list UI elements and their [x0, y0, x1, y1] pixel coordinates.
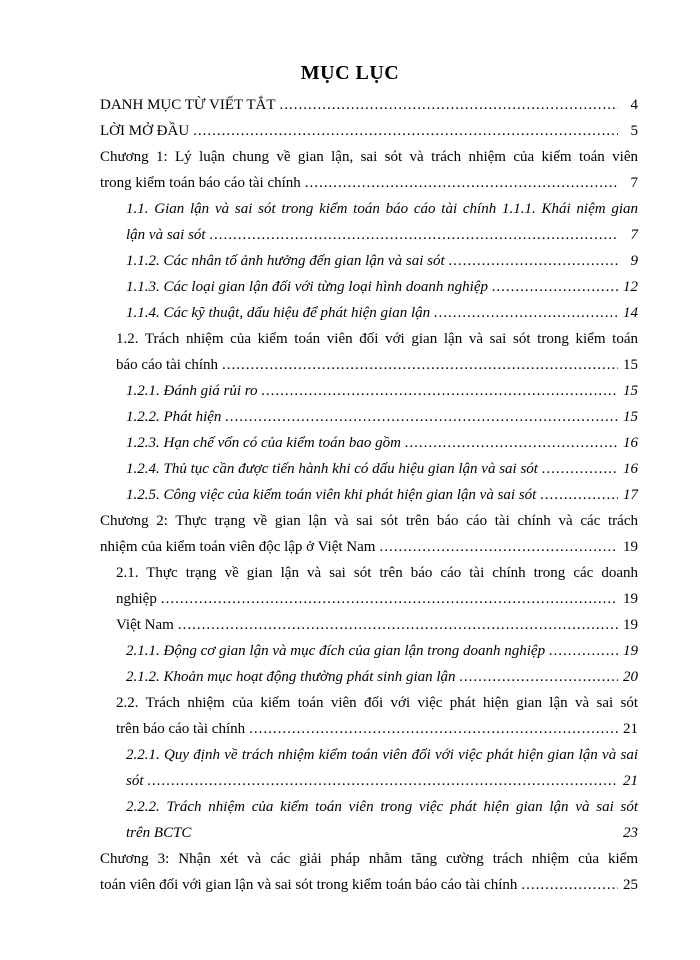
toc-entry-text: 1.1.4. Các kỹ thuật, dấu hiệu để phát hiện gian lận — [126, 305, 431, 321]
toc-entry-text: 1.1. Gian lận và sai sót trong kiểm toán báo cáo tài chính 1.1.1. Khái niệm gian — [126, 201, 638, 217]
toc-page-number: 12 — [623, 279, 638, 295]
toc-entry[interactable] — [126, 226, 638, 244]
toc-leader — [249, 720, 618, 738]
toc-page-number: 19 — [623, 617, 638, 633]
toc-page-number: 14 — [623, 305, 638, 321]
toc-entry-text: nghiệp — [116, 591, 157, 607]
toc-entry-text: DANH MỤC TỪ VIẾT TẮT — [100, 97, 276, 113]
toc-entry-text: 1.2.1. Đánh giá rủi ro — [126, 383, 258, 399]
toc-entry-text: 1.2.3. Hạn chế vốn có của kiểm toán bao gồm — [126, 435, 401, 451]
toc-entry[interactable] — [100, 122, 638, 140]
toc-entry[interactable] — [100, 876, 638, 894]
toc-entry-text: 2.1.2. Khoản mục hoạt động thường phát sinh gian lận — [126, 669, 456, 685]
toc-entry-text: toán viên đối với gian lận và sai sót trong kiểm toán báo cáo tài chính — [100, 877, 518, 893]
toc-leader — [449, 252, 618, 270]
toc-leader — [161, 590, 618, 608]
toc-entry[interactable] — [100, 850, 638, 868]
toc-entry[interactable] — [126, 824, 638, 842]
toc-entry[interactable] — [116, 616, 638, 634]
toc-entry-text: 1.2.4. Thủ tục cần được tiến hành khi có dấu hiệu gian lận và sai sót — [126, 461, 538, 477]
toc-page-number: 19 — [623, 591, 638, 607]
toc-page-number: 15 — [623, 357, 638, 373]
toc-page-number: 17 — [623, 487, 638, 503]
toc-entry[interactable] — [116, 356, 638, 374]
toc-leader — [193, 122, 618, 140]
toc-entry-text: Chương 2: Thực trạng về gian lận và sai sót trên báo cáo tài chính và các trách — [100, 513, 638, 529]
toc-entry-text: 1.2.5. Công việc của kiểm toán viên khi phát hiện gian lận và sai sót — [126, 487, 537, 503]
page-title: MỤC LỤC — [300, 62, 400, 84]
toc-page-number: 7 — [630, 227, 638, 243]
toc-entry-text: 2.1. Thực trạng về gian lận và sai sót trên báo cáo tài chính trong các doanh — [116, 565, 638, 581]
toc-entry[interactable] — [126, 772, 638, 790]
toc-entry[interactable] — [126, 642, 638, 660]
toc-entry[interactable] — [126, 746, 638, 764]
toc-leader — [148, 772, 618, 790]
toc-page-number: 25 — [623, 877, 638, 893]
toc-leader — [178, 616, 618, 634]
toc-entry-text: Chương 3: Nhận xét và các giải pháp nhằm tăng cường trách nhiệm của kiểm — [100, 851, 638, 867]
toc-page-number: 21 — [623, 721, 638, 737]
toc-leader — [549, 642, 618, 660]
toc-entry-text: Chương 1: Lý luận chung về gian lận, sai sót và trách nhiệm của kiểm toán viên — [100, 149, 638, 165]
toc-entry-text: 1.2. Trách nhiệm của kiểm toán viên đối với gian lận và sai sót trong kiểm toán — [116, 331, 638, 347]
toc-page-number: 23 — [623, 825, 638, 841]
toc-entry-text: trên báo cáo tài chính — [116, 721, 246, 737]
toc-leader — [540, 486, 618, 504]
toc-leader — [305, 174, 618, 192]
toc-entry-text: sót — [126, 773, 144, 789]
toc-entry-text: lận và sai sót — [126, 227, 206, 243]
toc-page-number: 7 — [630, 175, 638, 191]
toc-entry[interactable] — [126, 434, 638, 452]
toc-entry-text: nhiệm của kiểm toán viên độc lập ở Việt Nam — [100, 539, 376, 555]
toc-entry-text: 1.1.3. Các loại gian lận đối với từng loại hình doanh nghiệp — [126, 279, 489, 295]
toc-leader — [460, 668, 618, 686]
toc-entry[interactable] — [100, 512, 638, 530]
toc-entry[interactable] — [100, 148, 638, 166]
toc-entry[interactable] — [126, 486, 638, 504]
toc-page-number: 16 — [623, 435, 638, 451]
toc-entry-text: Việt Nam — [116, 617, 174, 633]
toc-page-number: 19 — [623, 643, 638, 659]
toc-entry[interactable] — [126, 304, 638, 322]
toc-page-number: 19 — [623, 539, 638, 555]
toc-entry-text: trên BCTC — [126, 825, 192, 841]
toc-leader — [225, 408, 618, 426]
toc-entry[interactable] — [100, 96, 638, 114]
toc-page-number: 21 — [623, 773, 638, 789]
toc-entry-text: báo cáo tài chính — [116, 357, 219, 373]
toc-entry[interactable] — [126, 408, 638, 426]
toc-page-number: 4 — [630, 97, 638, 113]
toc-entry[interactable] — [126, 668, 638, 686]
toc-leader — [434, 304, 618, 322]
toc-entry[interactable] — [126, 252, 638, 270]
toc-entry[interactable] — [116, 564, 638, 582]
toc-leader — [262, 382, 618, 400]
toc-entry[interactable] — [100, 538, 638, 556]
toc-leader — [210, 226, 618, 244]
toc-page-number: 9 — [630, 253, 638, 269]
toc-entry[interactable] — [126, 798, 638, 816]
toc-page-number: 15 — [623, 383, 638, 399]
toc-entry-text: 2.1.1. Động cơ gian lận và mục đích của gian lận trong doanh nghiệp — [126, 643, 546, 659]
toc-leader — [379, 538, 618, 556]
toc-entry[interactable] — [116, 694, 638, 712]
toc-page-number: 20 — [623, 669, 638, 685]
toc-leader — [542, 460, 618, 478]
toc-page-number: 16 — [623, 461, 638, 477]
toc-entry[interactable] — [126, 200, 638, 218]
toc-leader — [492, 278, 618, 296]
toc-entry-text: trong kiểm toán báo cáo tài chính — [100, 175, 301, 191]
toc-entry[interactable] — [116, 330, 638, 348]
toc-entry-text: 2.2.1. Quy định về trách nhiệm kiểm toán viên đối với việc phát hiện gian lận và sai — [126, 747, 638, 763]
toc-entry[interactable] — [126, 278, 638, 296]
toc-leader — [521, 876, 618, 894]
toc-entry[interactable] — [116, 720, 638, 738]
toc-page-number: 15 — [623, 409, 638, 425]
toc-entry-text: LỜI MỞ ĐẦU — [100, 123, 190, 139]
toc-entry[interactable] — [116, 590, 638, 608]
toc-entry-text: 1.2.2. Phát hiện — [126, 409, 222, 425]
toc-entry-text: 2.2. Trách nhiệm của kiểm toán viên đối với việc phát hiện gian lận và sai sót — [116, 695, 638, 711]
toc-leader — [222, 356, 618, 374]
toc-page-number: 5 — [630, 123, 638, 139]
toc-leader — [405, 434, 618, 452]
toc-entry[interactable] — [126, 382, 638, 400]
toc-entry[interactable] — [126, 460, 638, 478]
toc-entry-text: 2.2.2. Trách nhiệm của kiểm toán viên trong việc phát hiện gian lận và sai sót — [126, 799, 638, 815]
toc-leader — [280, 96, 618, 114]
toc-entry-text: 1.1.2. Các nhân tố ảnh hưởng đến gian lận và sai sót — [126, 253, 445, 269]
toc-entry[interactable] — [100, 174, 638, 192]
